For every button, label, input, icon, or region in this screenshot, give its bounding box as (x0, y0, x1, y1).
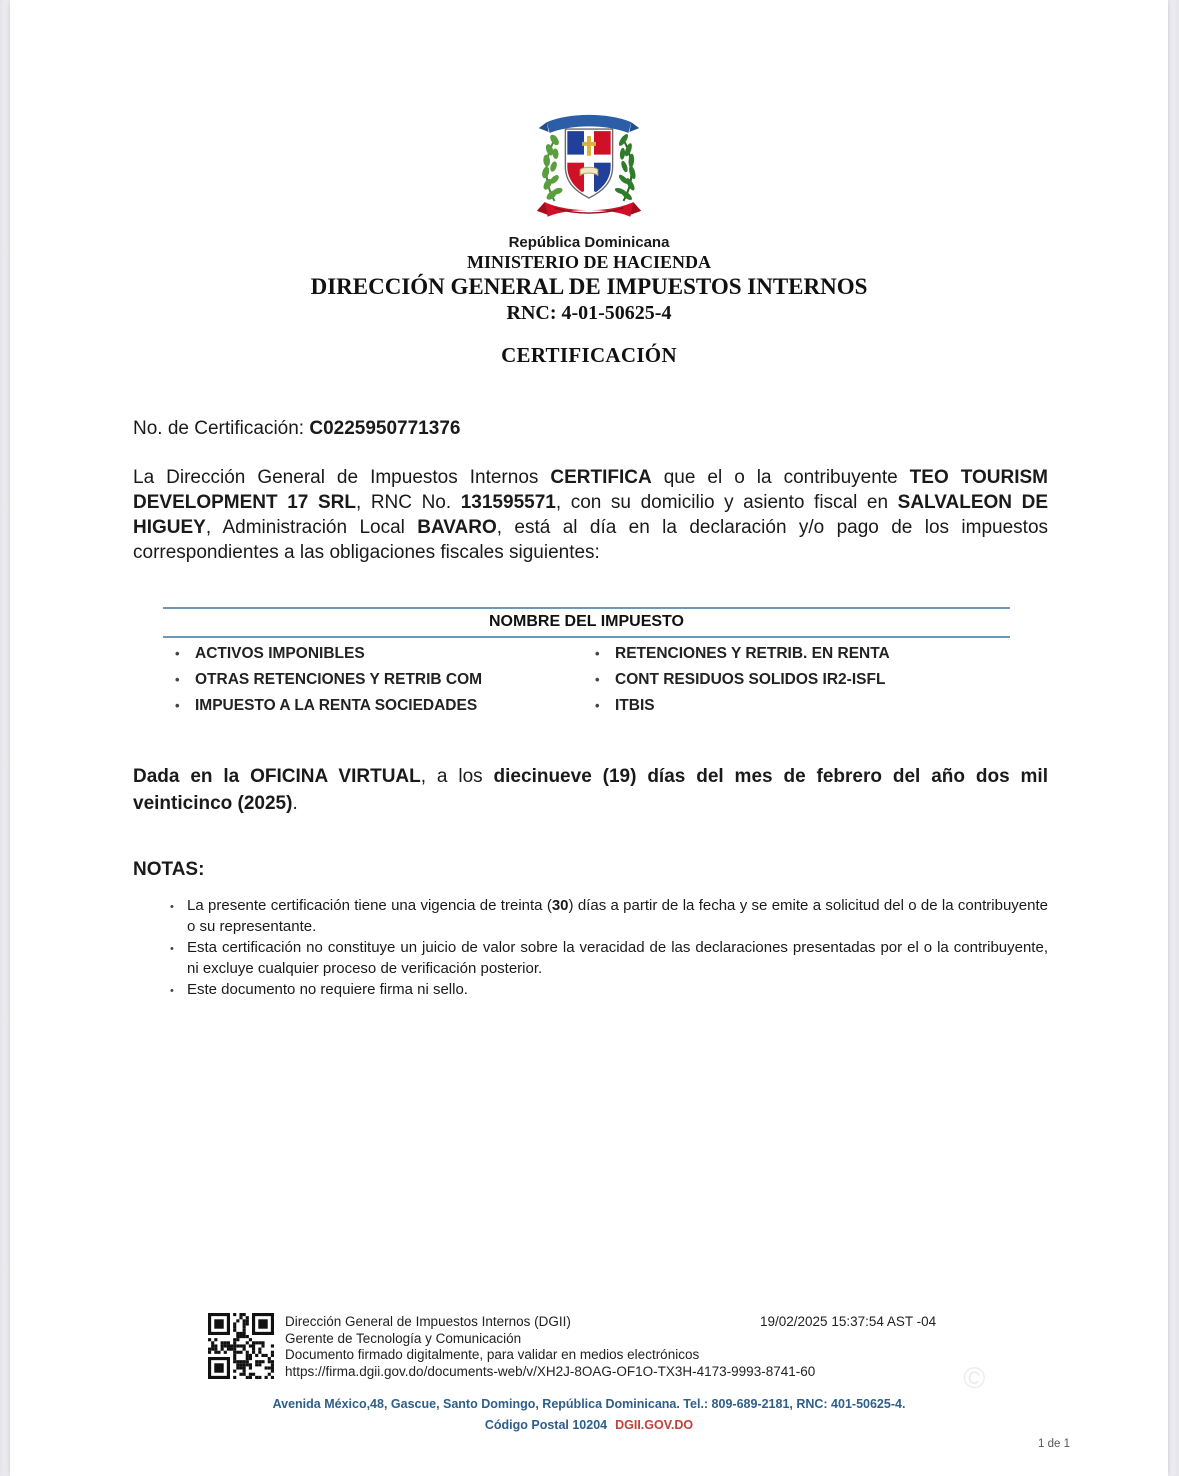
footer-postal-code: Código Postal 10204 (484, 1418, 608, 1432)
bullet-icon: • (170, 901, 174, 913)
signature-line-issuer: Dirección General de Impuestos Internos (DGII) (285, 1314, 571, 1329)
notes-list (170, 895, 1048, 1002)
tax-item (595, 696, 1010, 716)
signature-line-role: Gerente de Tecnología y Comunicación (285, 1330, 522, 1346)
dominican-coat-of-arms-icon (525, 106, 653, 230)
tax-table-header: NOMBRE DEL IMPUESTO (163, 607, 1010, 638)
note-item (170, 979, 1048, 1002)
certification-statement: La Dirección General de Impuestos Internos CERTIFICA que el o la contribuyente TEO TOURISM DEVELOPMENT 17 SRL, RNC No. 131595571, con su domicilio y asiento fiscal en SALVALEON DE HIGUEY, Administración Local BAVARO, está al día en la declaración y/o pago de los impuestos correspondientes a las obligaciones fiscales siguientes: (133, 467, 1049, 563)
document-page (10, 0, 1168, 1476)
certification-number-label: No. de Certificación: (133, 418, 310, 439)
note-text: La presente certificación tiene una vigencia de treinta (30) días a partir de la fecha y se emite a solicitud del o de la contribuyente o su representante. (187, 897, 1048, 935)
bottom-ribbon (537, 202, 641, 217)
tax-item-label: RETENCIONES Y RETRIB. EN RENTA (615, 645, 890, 662)
footer-postal-line (10, 1418, 1168, 1432)
signature-text (285, 1313, 815, 1380)
palm-branch-right (614, 133, 637, 202)
tax-item (175, 696, 595, 716)
note-item (170, 895, 1048, 937)
bullet-icon: • (175, 646, 180, 661)
bullet-icon: • (170, 985, 174, 997)
signature-timestamp: 19/02/2025 15:37:54 AST -04 (760, 1314, 937, 1329)
header-country: República Dominicana (508, 234, 670, 251)
shield (565, 129, 612, 198)
footer-address: Avenida México,48, Gascue, Santo Domingo, República Dominicana. Tel.: 809-689-2181, RNC: 401-50625-4. (272, 1397, 906, 1411)
bullet-icon: • (595, 646, 600, 661)
tax-item-label: ITBIS (615, 697, 655, 714)
laurel-branch-left (541, 133, 564, 201)
document-title: CERTIFICACIÓN (501, 343, 677, 367)
header-agency: DIRECCIÓN GENERAL DE IMPUESTOS INTERNOS (310, 274, 868, 299)
header-agency-rnc: RNC: 4-01-50625-4 (506, 302, 672, 324)
bullet-icon: • (175, 698, 180, 713)
scan-edge-left (0, 0, 10, 1476)
tax-item (595, 644, 1010, 664)
tax-item (175, 670, 595, 690)
page-number: 1 de 1 (1038, 1438, 1070, 1450)
bullet-icon: • (175, 672, 180, 687)
header-ministry: MINISTERIO DE HACIENDA (466, 252, 712, 272)
tax-obligations-table (163, 607, 1010, 716)
digital-signature-block (208, 1313, 815, 1380)
certification-number-line (133, 416, 1048, 441)
tax-table-body (163, 638, 1010, 716)
signature-validation-url: https://firma.dgii.gov.do/documents-web/v/XH2J-8OAG-OF1O-TX3H-4173-9993-8741-60 (285, 1363, 816, 1379)
bullet-icon: • (170, 943, 174, 955)
issued-statement: Dada en la OFICINA VIRTUAL, a los diecinueve (19) días del mes de febrero del año dos mil veinticinco (2025). (133, 766, 1048, 814)
footer-website: DGII.GOV.DO (615, 1418, 694, 1432)
notes-title: NOTAS: (133, 859, 205, 880)
scan-edge-right (1168, 0, 1179, 1476)
certification-number: C0225950771376 (309, 418, 461, 439)
faint-stamp-icon: © (959, 1360, 989, 1397)
tax-item-label: ACTIVOS IMPONIBLES (195, 645, 365, 662)
bullet-icon: • (595, 698, 600, 713)
signature-line-statement: Documento firmado digitalmente, para validar en medios electrónicos (285, 1347, 700, 1362)
note-text: Esta certificación no constituye un juicio de valor sobre la veracidad de las declaraciones presentadas por el o la contribuyente, ni excluye cualquier proceso de verificación posterior. (187, 939, 1048, 977)
note-text: Este documento no requiere firma ni sello. (187, 981, 468, 998)
bullet-icon: • (595, 672, 600, 687)
tax-item-label: CONT RESIDUOS SOLIDOS IR2-ISFL (615, 671, 886, 688)
tax-item (175, 644, 595, 664)
tax-item (595, 670, 1010, 690)
document-body (10, 416, 1168, 1002)
tax-item-label: IMPUESTO A LA RENTA SOCIEDADES (195, 697, 478, 714)
tax-item-label: OTRAS RETENCIONES Y RETRIB COM (195, 671, 483, 688)
note-item (170, 937, 1048, 979)
qr-code-icon (208, 1313, 274, 1379)
